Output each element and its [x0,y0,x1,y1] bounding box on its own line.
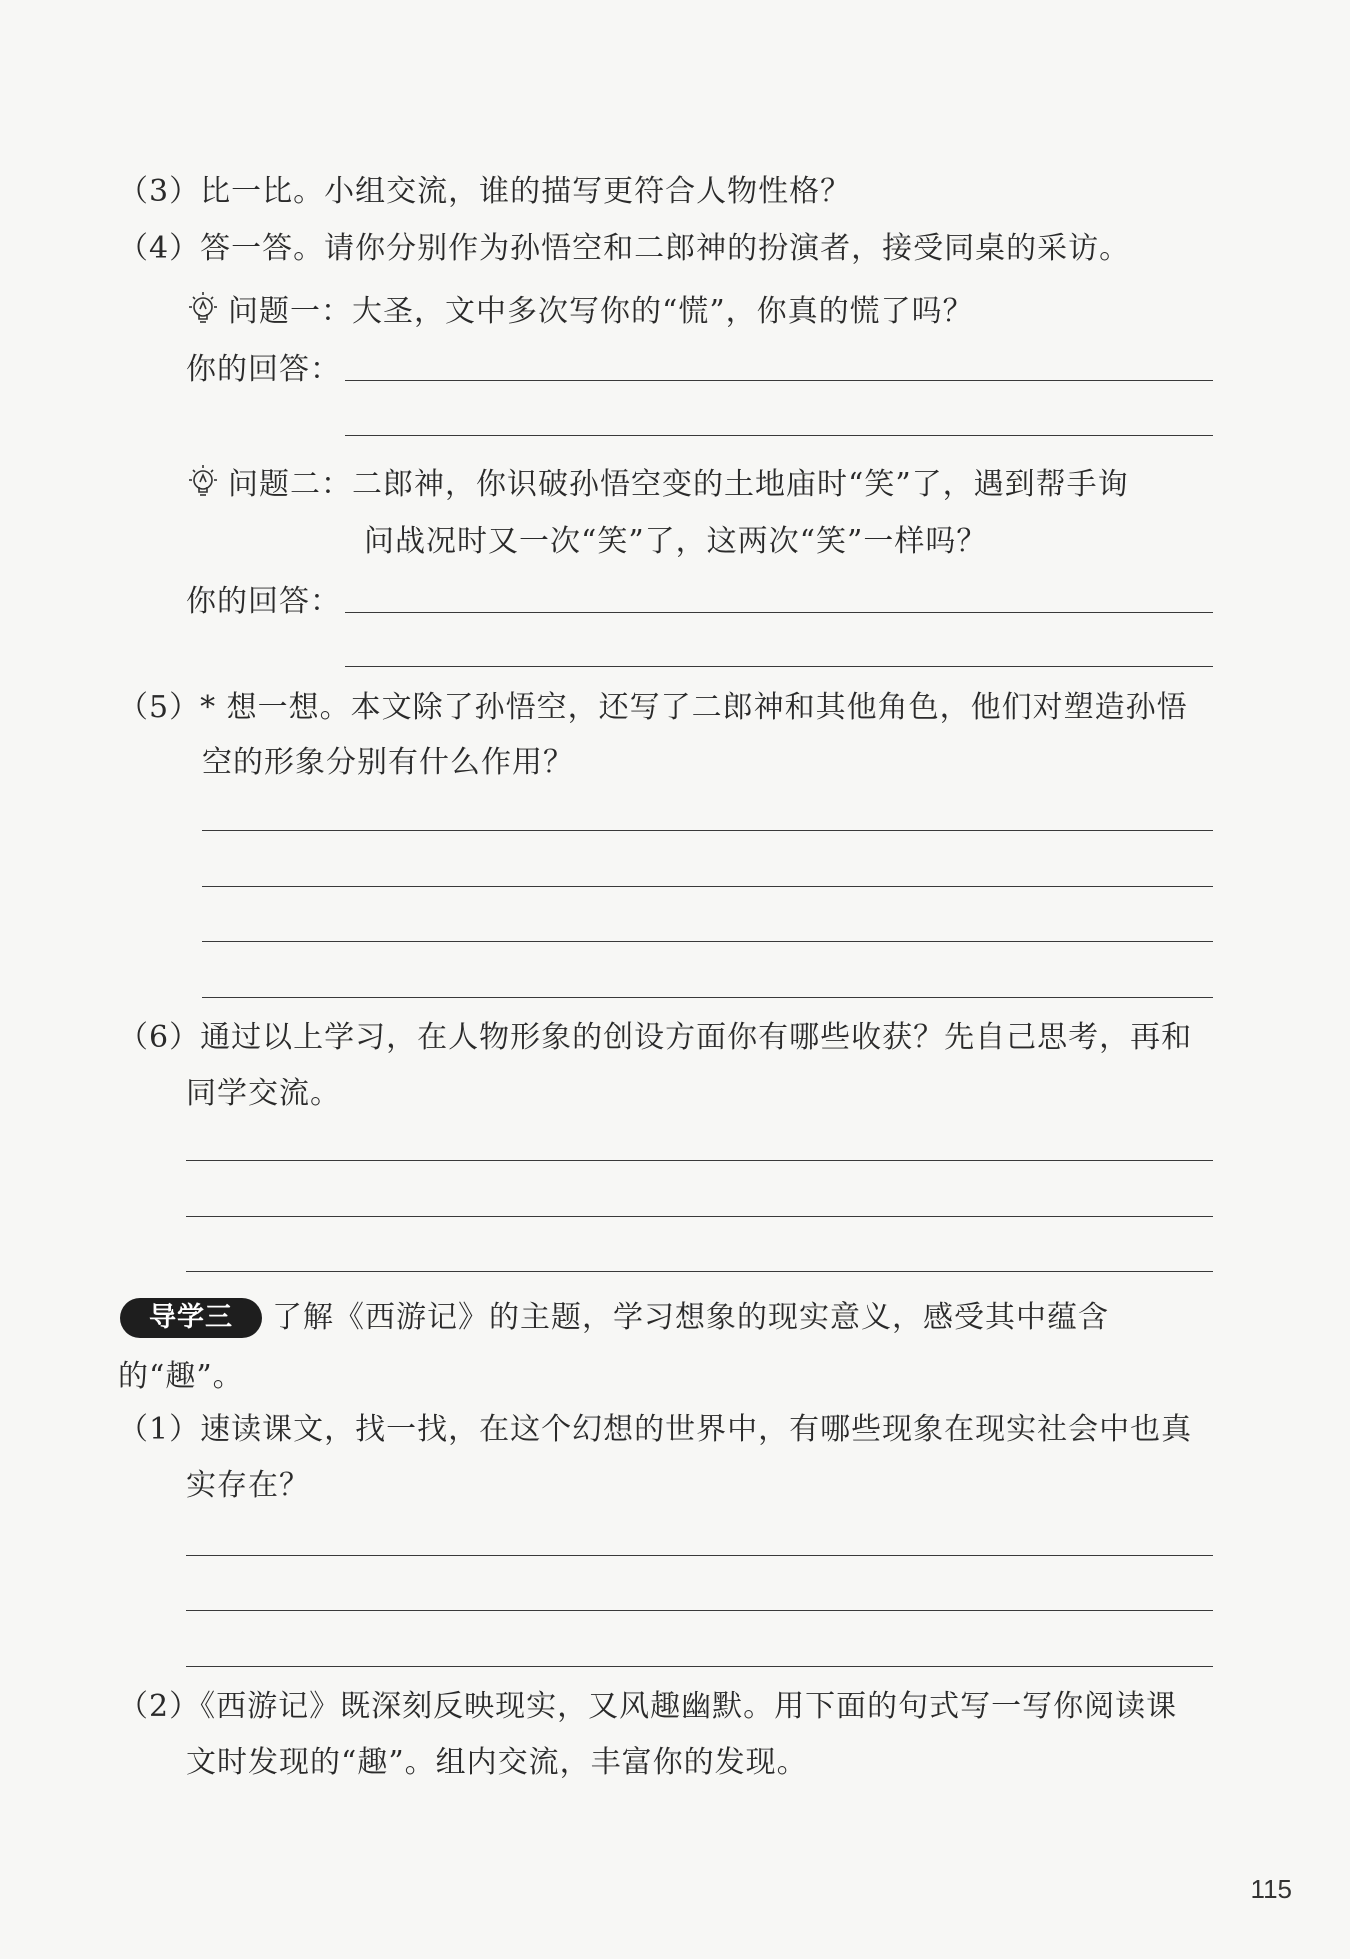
section-3-intro-line2: 的“趣”。 [118,1359,244,1394]
answer-line[interactable] [202,886,1213,887]
answer-line[interactable] [186,1160,1213,1161]
answer-label-2: 你的回答： [186,584,341,619]
answer-line[interactable] [186,1555,1213,1556]
answer-line[interactable] [202,941,1213,942]
answer-line[interactable] [345,380,1213,381]
question-4: （4）答一答。请你分别作为孙悟空和二郎神的扮演者，接受同桌的采访。 [118,231,1131,266]
answer-line[interactable] [345,666,1213,667]
interview-question-2-line1: 问题二：二郎神，你识破孙悟空变的土地庙时“笑”了，遇到帮手询 [228,467,1129,502]
page-number: 115 [1250,1874,1292,1904]
interview-question-2-line2: 问战况时又一次“笑”了，这两次“笑”一样吗？ [364,524,988,559]
answer-line[interactable] [345,435,1213,436]
answer-line[interactable] [202,830,1213,831]
answer-line[interactable] [186,1271,1213,1272]
question-6-line2: 同学交流。 [186,1076,341,1111]
answer-line[interactable] [186,1216,1213,1217]
lightbulb-icon [186,290,220,328]
answer-line[interactable] [345,612,1213,613]
answer-label-1: 你的回答： [186,352,341,387]
interview-question-1: 问题一：大圣，文中多次写你的“慌”，你真的慌了吗？ [228,294,974,329]
lightbulb-icon [186,463,220,501]
section-3-question-2-line2: 文时发现的“趣”。组内交流，丰富你的发现。 [186,1745,808,1780]
section-3-question-1-line2: 实存在？ [186,1468,310,1503]
question-3: （3）比一比。小组交流，谁的描写更符合人物性格？ [118,174,852,209]
section-3-question-2-line1: （2）《西游记》既深刻反映现实，又风趣幽默。用下面的句式写一写你阅读课 [118,1689,1178,1724]
answer-line[interactable] [186,1666,1213,1667]
question-5-line2: 空的形象分别有什么作用？ [202,745,574,780]
section-3-intro-line1: 了解《西游记》的主题，学习想象的现实意义，感受其中蕴含 [272,1300,1109,1335]
section-badge: 导学三 [120,1298,262,1338]
section-3-question-1-line1: （1）速读课文，找一找，在这个幻想的世界中，有哪些现象在现实社会中也真 [118,1412,1193,1447]
question-5-line1: （5）* 想一想。本文除了孙悟空，还写了二郎神和其他角色，他们对塑造孙悟 [118,690,1188,725]
answer-line[interactable] [186,1610,1213,1611]
question-6-line1: （6）通过以上学习，在人物形象的创设方面你有哪些收获？先自己思考，再和 [118,1020,1193,1055]
answer-line[interactable] [202,997,1213,998]
